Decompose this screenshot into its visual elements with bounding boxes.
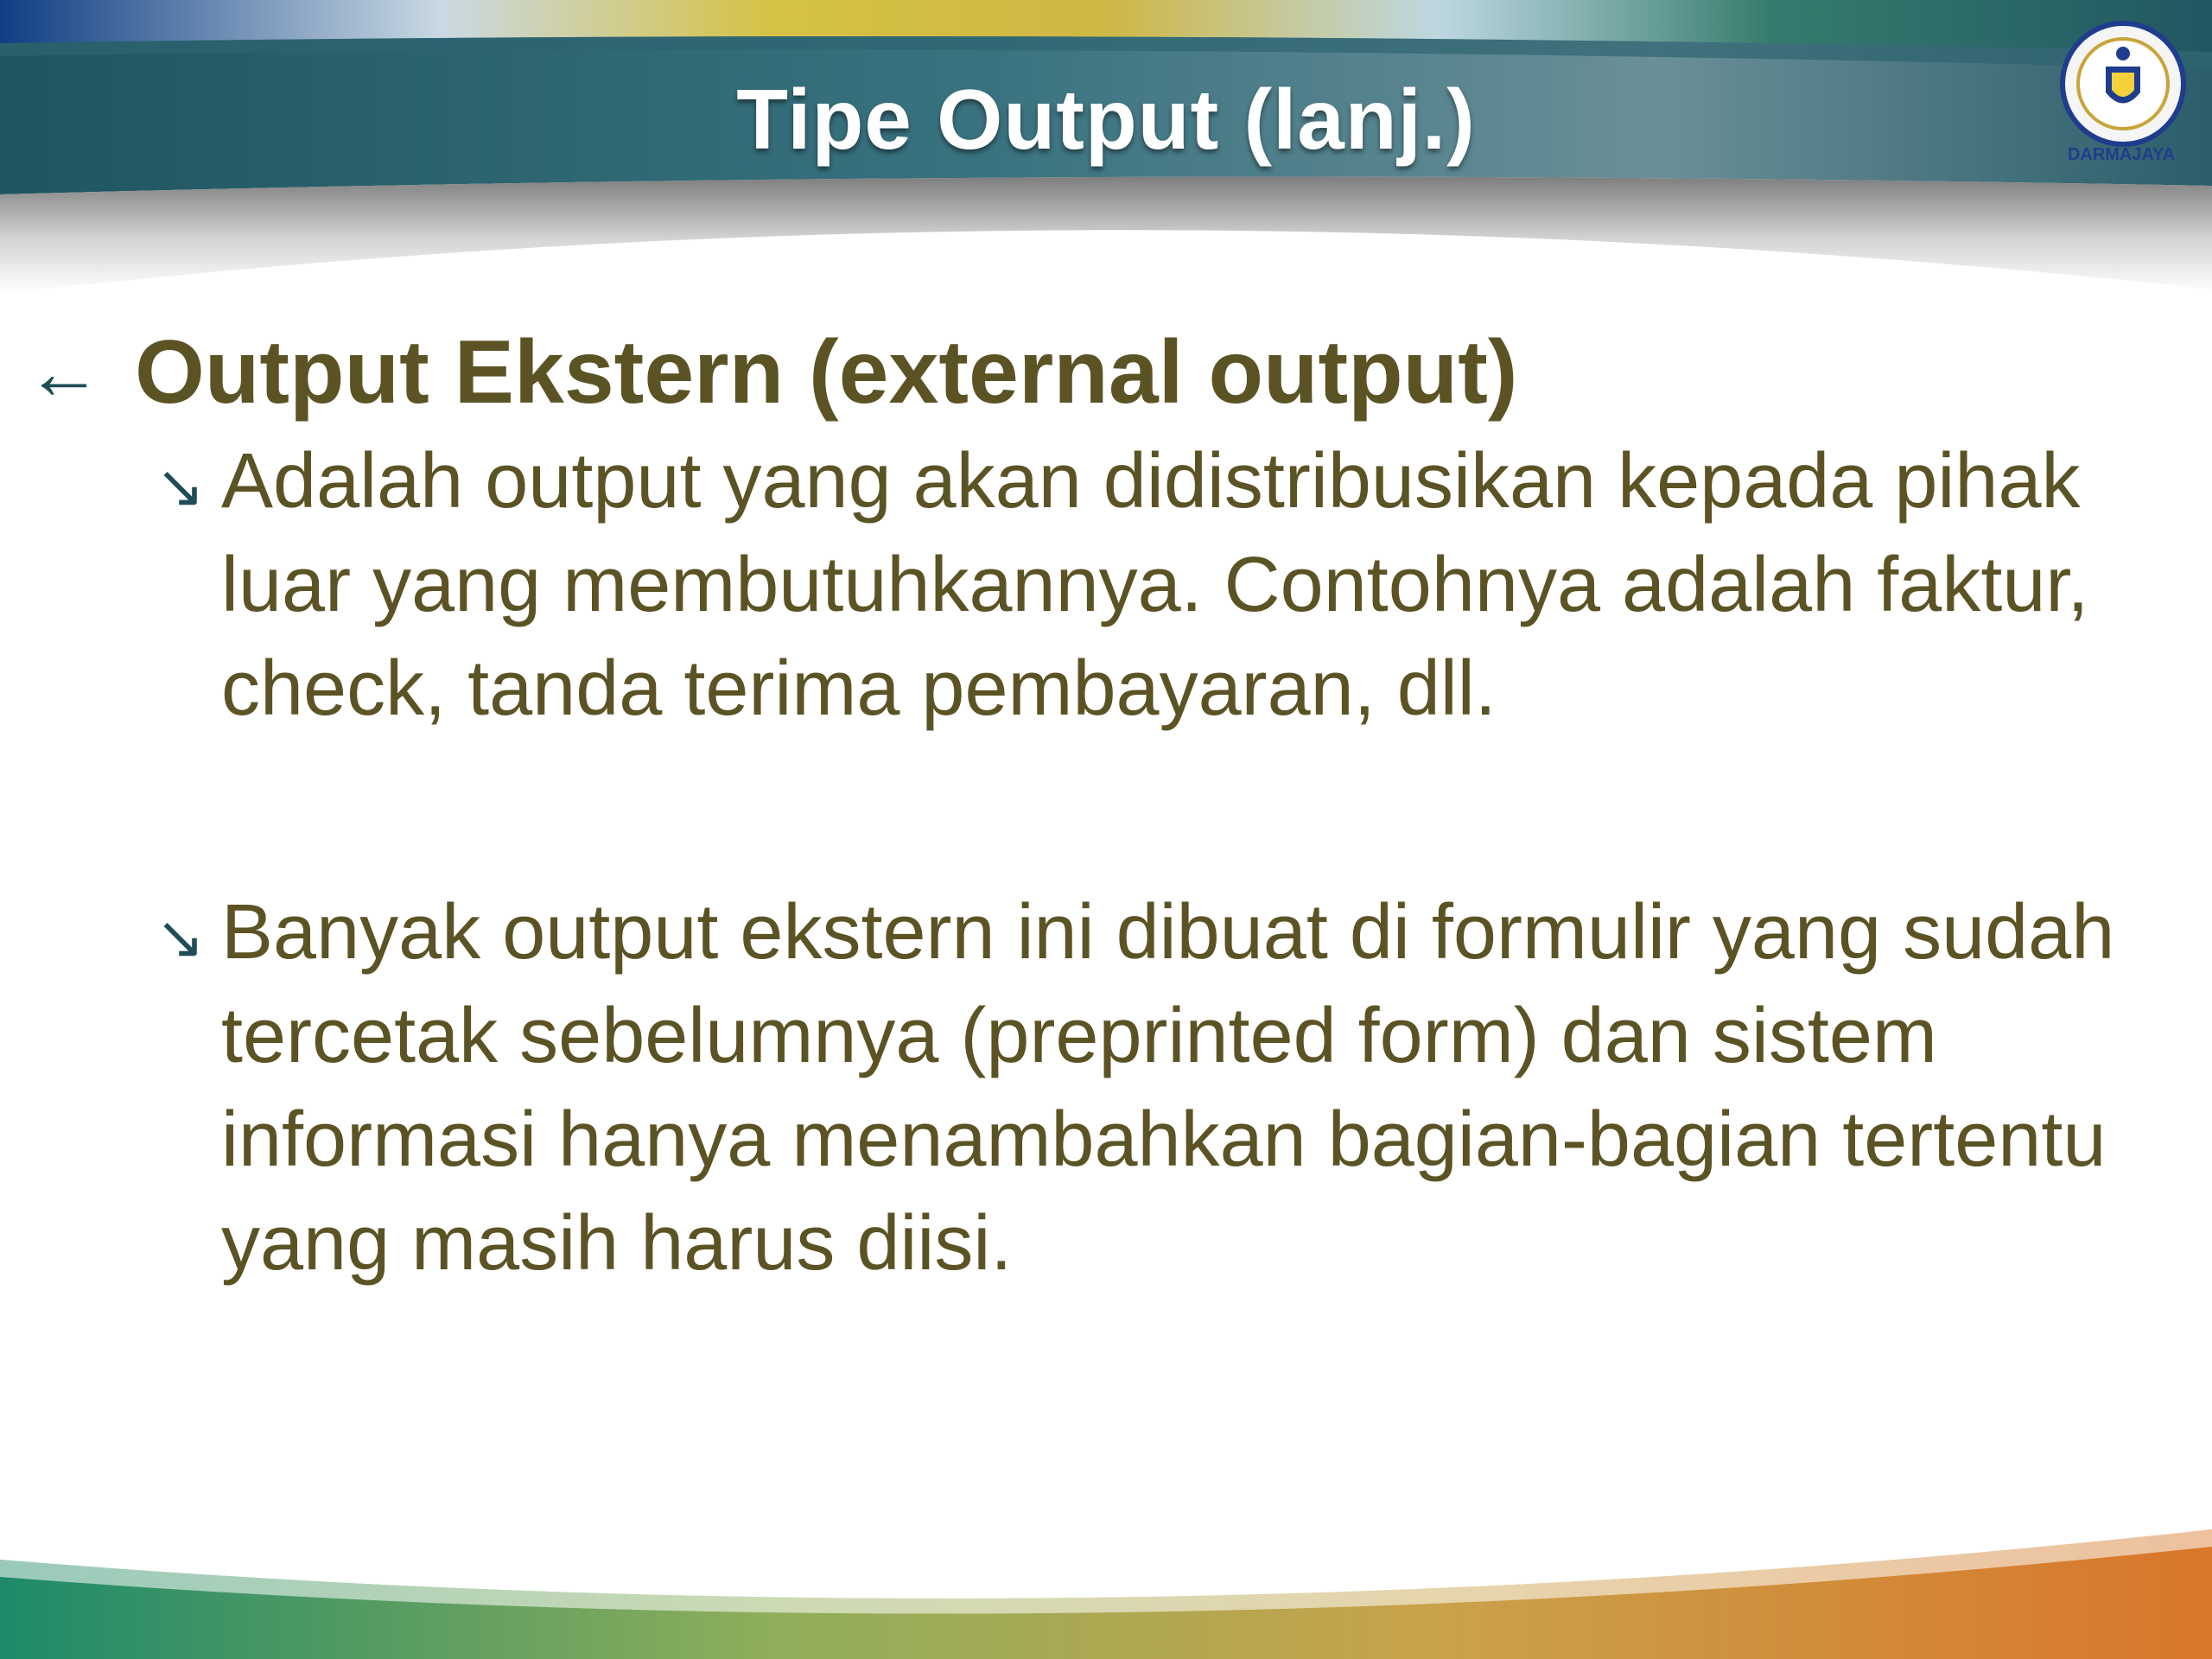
sub-bullet xyxy=(156,429,2195,741)
left-arrow-icon: ← xyxy=(26,329,102,415)
logo-text: DARMAJAYA xyxy=(2067,145,2176,164)
sub-bullet-text: Adalah output yang akan didistribusikan kepada pihak luar yang membutuhkannya. Contohnya adalah faktur, check, tanda terima pembayaran, dll. xyxy=(221,438,2089,732)
main-bullet-text: Output Ekstern (external output) xyxy=(135,322,1518,423)
south-east-arrow-icon: ↘ xyxy=(156,905,205,970)
slide-title: Tipe Output (lanj.) xyxy=(736,72,1476,167)
sub-bullet-text: Banyak output ekstern ini dibuat di formulir yang sudah tercetak sebelumnya (preprinted form) dan sistem informasi hanya menambahkan bagian-bagian tertentu yang masih harus diisi. xyxy=(221,889,2115,1287)
footer-band xyxy=(0,1521,2212,1659)
sub-bullet xyxy=(156,880,2195,1295)
south-east-arrow-icon: ↘ xyxy=(156,454,205,519)
slide-content xyxy=(26,315,2195,1295)
main-bullet xyxy=(26,315,2195,429)
sub-bullet-list xyxy=(156,429,2195,1295)
